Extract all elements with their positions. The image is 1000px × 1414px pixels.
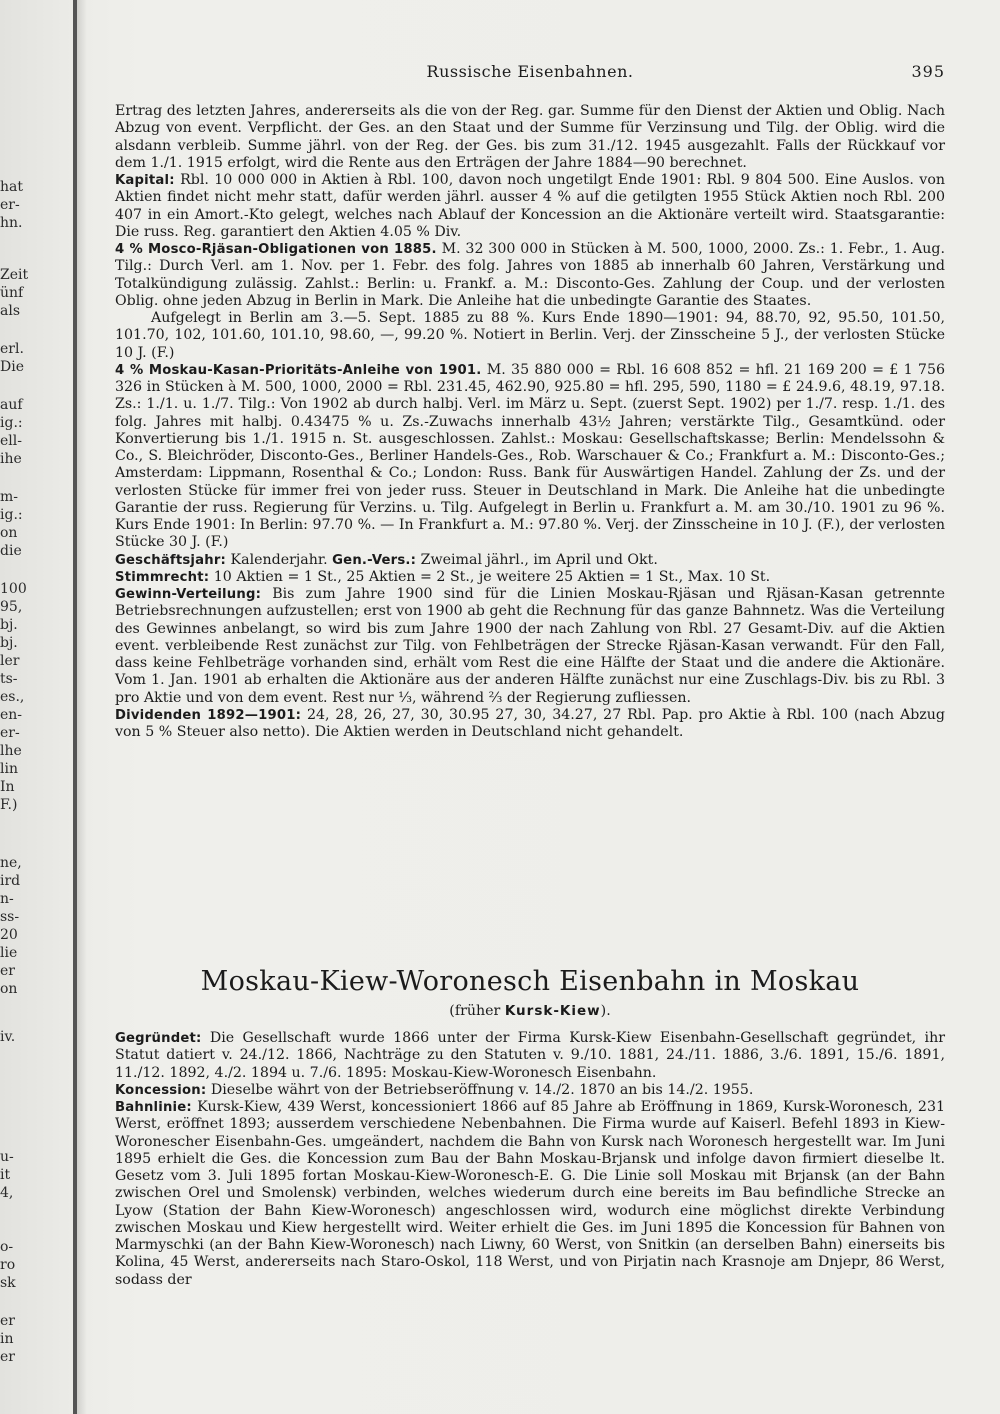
margin-fragment: in — [0, 1332, 14, 1346]
margin-fragment: ler — [0, 654, 20, 668]
margin-fragment: sk — [0, 1276, 16, 1290]
margin-fragment: erl. — [0, 342, 24, 356]
paragraph-loan-1885-listing — [115, 310, 945, 362]
margin-fragment: iv. — [0, 1030, 16, 1044]
paragraph-dividenden — [115, 707, 945, 742]
margin-fragment: ünf — [0, 286, 24, 300]
kapital-label: Kapital: — [115, 173, 175, 188]
koncession-text: Dieselbe währt von der Betriebseröffnung v. 14./2. 1870 an bis 14./2. 1955. — [210, 1081, 754, 1098]
gegruendet-text: Die Gesellschaft wurde 1866 unter der Firma Kursk-Kiew Eisenbahn-Gesellschaft gegründet, ihr Statut datiert v. 24./12. 1866, Nachträge zu den Statuten v. 9./10. 1881, 24./11. 1886, 3./6. 1891, 15./6. 1891, 11./12. 1892, 4./2. 1894 u. 7./6. 1895: Moskau-Kiew-Woronesch Eisenbahn. — [115, 1030, 945, 1081]
margin-fragment: ro — [0, 1258, 16, 1272]
margin-fragment: hat — [0, 180, 23, 194]
margin-fragment: ne, — [0, 856, 22, 870]
margin-fragment: bj. — [0, 618, 18, 632]
gen-vers-label: Gen.-Vers.: — [332, 552, 417, 568]
margin-fragment: auf — [0, 398, 23, 412]
margin-fragment: F.) — [0, 798, 18, 812]
loan-1885-text: M. 32 300 000 in Stücken à M. 500, 1000, 2000. Zs.: 1. Febr., 1. Aug. Tilg.: Durch Verl. am 1. Nov. per 1. Febr. des folg. Jahres von 1885 ab innerhalb 60 Jahren, Verstärkung und Totalkündigung zulässig. Zahlst.: Berlin: u. Frankf. a. M.: Disconto-Ges. Zahlung der Coup. und der verlosten Oblig. ohne jeden Abzug in Berlin in Mark. Die Anleihe hat die unbedingte Garantie des Staates. — [115, 241, 945, 309]
margin-fragment: ss- — [0, 910, 20, 924]
margin-fragment: o- — [0, 1240, 14, 1254]
dividenden-text: 24, 28, 26, 27, 30, 30.95 27, 30, 34.27, 27 Rbl. Pap. pro Aktie à Rbl. 100 (nach Abzug von 5 % Steuer also netto). Die Aktien werden in Deutschland nicht gehandelt. — [115, 706, 945, 740]
margin-fragment: es., — [0, 690, 25, 704]
geschaeftsjahr-text: Kalenderjahr. — [230, 551, 328, 568]
loan-1885-listing-text: Aufgelegt in Berlin am 3.—5. Sept. 1885 zu 88 %. Kurs Ende 1890—1901: 94, 88.70, 92, 95.50, 101.50, 101.70, 102, 101.60, 101.10, 98.60, —, 99.20 %. Notiert in Berlin. Verj. der Zinsscheine 5 J., der verlosten Stücke 10 J. (F.) — [115, 310, 945, 361]
paragraph-geschaeftsjahr — [115, 552, 945, 569]
margin-fragment: lhe — [0, 744, 22, 758]
page-number: 395 — [911, 62, 945, 81]
margin-fragment: ird — [0, 874, 21, 888]
ertrag-text: Ertrag des letzten Jahres, andererseits als die von der Reg. gar. Summe für den Dienst der Aktien und Oblig. Nach Abzug von event. Verpflicht. der Ges. an den Staat und der Summe für Verzinsung und Tilg. der Oblig. wird die alsdann verbleib. Summe jährl. von der Reg. der Ges. bis zum 31./12. 1945 ausgezahlt. Falls der Rückkauf vor dem 1./1. 1915 erfolgt, wird die Rente aus den Erträgen der Jahre 1884—90 berechnet. — [115, 103, 945, 171]
margin-fragment: er- — [0, 726, 20, 740]
margin-fragment: hn. — [0, 216, 23, 230]
former-name: Kursk-Kiew — [504, 1003, 601, 1019]
stimmrecht-text: 10 Aktien = 1 St., 25 Aktien = 2 St., je weitere 25 Aktien = 1 St., Max. 10 St. — [213, 568, 771, 585]
margin-fragment: 95, — [0, 600, 23, 614]
bahnlinie-text: Kursk-Kiew, 439 Werst, koncessioniert 1866 auf 85 Jahre ab Eröffnung in 1869, Kursk-Woronesch, 231 Werst, eröffnet 1893; ausserdem verschiedene Nebenbahnen. Die Firma wurde auf Kaiserl. Befehl 1893 in Kiew-Woronescher Eisenbahn-Ges. umgeändert, nachdem die Bahn von Kursk nach Woronesch hergestellt war. Im Juni 1895 erhielt die Ges. die Koncession zum Bau der Bahn Moskau-Brjansk und infolge davon firmiert dieselbe lt. Gesetz vom 3. Juli 1895 fortan Moskau-Kiew-Woronesch-E. G. Die Linie soll Moskau mit Brjansk (an der Bahn zwischen Orel und Smolensk) verbinden, welches wiederum durch eine bereits im Bau befindliche Strecke an Lyow (Station der Bahn Kiew-Woronesch) angeschlossen wird, wodurch eine möglichst direkte Verbindung zwischen Moskau und Kiew hergestellt wird. Weiter erhielt die Ges. im Juni 1895 die Koncession für Bahnen von Marmyschki (an der Bahn Kiew-Woronesch) nach Liwny, 60 Werst, von Snitkin (an derselben Bahn) einerseits bis Kolina, 45 Werst, andererseits nach Staro-Oskol, 118 Werst, und von Pirjatin nach Krasnoje am Dnjepr, 86 Werst, sodass der — [115, 1099, 945, 1288]
margin-fragment: In — [0, 780, 15, 794]
gewinn-label: Gewinn-Verteilung: — [115, 587, 262, 602]
margin-fragment: er- — [0, 198, 20, 212]
geschaeftsjahr-label: Geschäftsjahr: — [115, 552, 226, 568]
dividenden-label: Dividenden 1892—1901: — [115, 707, 302, 723]
paragraph-loan-1901 — [115, 362, 945, 552]
loan-1885-label: 4 % Mosco-Rjäsan-Obligationen von 1885. — [115, 242, 437, 257]
paragraph-loan-1885 — [115, 241, 945, 310]
gewinn-text: Bis zum Jahre 1900 sind für die Linien Moskau-Rjäsan und Rjäsan-Kasan getrennte Betriebsrechnungen aufzustellen; erst von 1900 ab geht die Rechnung für das ganze Bahnnetz. Was die Verteilung des Gewinnes anbelangt, so wird bis zum Jahre 1900 der nach Zahlung von Rbl. 27 Gesamt-Div. auf die Aktien event. verbleibende Rest zunächst zur Tilg. von Fehlbeträgen der Strecke Rjäsan-Kasan verwandt. Für den Fall, dass keine Fehlbeträge vorhanden sind, erhält vom Rest die eine Hälfte der Staat und die andere die Aktionäre. Vom 1. Jan. 1901 ab erhalten die Aktionäre aus der anderen Hälfte zunächst nur eine Zuschlags-Div. bis zu Rbl. 3 pro Aktie und von dem event. Rest nur ⅓, während ⅔ der Regierung zufliessen. — [115, 586, 945, 706]
running-title: Russische Eisenbahnen. — [426, 62, 634, 81]
margin-fragment: on — [0, 526, 18, 540]
subtitle-suffix: ). — [600, 1003, 611, 1019]
margin-fragment: Zeit — [0, 268, 29, 282]
running-header — [115, 62, 945, 84]
margin-fragment: ig.: — [0, 416, 23, 430]
company-title: Moskau-Kiew-Woronesch Eisenbahn in Moskau — [200, 966, 860, 997]
gutter-shadow — [77, 0, 87, 1414]
loan-1901-text: M. 35 880 000 = Rbl. 16 608 852 = hfl. 21 169 200 = £ 1 756 326 in Stücken à M. 500, 1000, 2000 = Rbl. 231.45, 462.90, 925.80 = hfl. 295, 590, 1180 = £ 24.9.6, 48.19, 97.18. Zs.: 1./1. u. 1./7. Tilg.: Von 1902 ab durch halbj. Verl. im März u. Sept. (zuerst Sept. 1902) per 1./7. resp. 1./1. des folg. Jahres mit halbj. 0.43475 % u. Zs.-Zuwachs innerhalb 43½ Jahren; verstärkte Tilg., Gesamtkünd. oder Konvertierung bis 1./1. 1915 n. St. ausgeschlossen. Zahlst.: Moskau: Gesellschaftskasse; Berlin: Mendelssohn & Co., S. Bleichröder, Disconto-Ges., Berliner Handels-Ges., Rob. Warschauer & Co.; Frankfurt a. M.: Disconto-Ges.; Amsterdam: Lippmann, Rosenthal & Co.; London: Russ. Bank für Auswärtigen Handel. Zahlung der Zs. und der verlosten Stücke für immer frei von jeder russ. Steuer in Deutschland in Mark. Die Anleihe hat die unbedingte Garantie der russ. Regierung für Verzins. u. Tilg. Aufgelegt in Berlin u. Frankfurt a. M. am 30./10. 1901 zu 96 %. Kurs Ende 1901: In Berlin: 97.70 %. — In Frankfurt a. M.: 97.80 %. Verj. der Zinsscheine in 10 J. (F.), der verlosten Stücke 30 J. (F.) — [115, 361, 945, 551]
kapital-text: Rbl. 10 000 000 in Aktien à Rbl. 100, davon noch ungetilgt Ende 1901: Rbl. 9 804 500. Eine Auslos. von Aktien findet nicht mehr statt, dafür werden jährl. ausser 4 % auf die getilgten 1955 Stück Aktien noch Rbl. 200 407 in ein Amort.-Kto gelegt, welches nach Ablauf der Koncession an die Aktionäre verteilt wird. Staatsgarantie: Die russ. Reg. garantiert den Aktien 4.05 % Div. — [115, 172, 945, 240]
margin-fragment: er — [0, 1350, 15, 1364]
margin-fragment: on — [0, 982, 18, 996]
margin-fragment: m- — [0, 490, 19, 504]
paragraph-stimmrecht — [115, 569, 945, 586]
margin-fragment: er — [0, 1314, 15, 1328]
margin-fragment: en- — [0, 708, 23, 722]
margin-fragment: bj. — [0, 636, 18, 650]
paragraph-ertrag — [115, 103, 945, 172]
paragraph-gewinn — [115, 586, 945, 707]
margin-fragment: u- — [0, 1150, 14, 1164]
loan-1901-label: 4 % Moskau-Kasan-Prioritäts-Anleihe von 1901. — [115, 362, 482, 378]
margin-fragment: lin — [0, 762, 18, 776]
margin-fragment: als — [0, 304, 21, 318]
margin-fragment: lie — [0, 946, 18, 960]
margin-fragment: ig.: — [0, 508, 23, 522]
bahnlinie-label: Bahnlinie: — [115, 1100, 192, 1115]
margin-fragment: er — [0, 964, 15, 978]
gegruendet-label: Gegründet: — [115, 1031, 202, 1046]
margin-fragment: ts- — [0, 672, 18, 686]
margin-fragment: n- — [0, 892, 14, 906]
railway-section-text — [115, 103, 945, 741]
paragraph-gegruendet — [115, 1030, 945, 1082]
stimmrecht-label: Stimmrecht: — [115, 569, 210, 585]
margin-fragment: 4, — [0, 1186, 14, 1200]
margin-fragment: 100 — [0, 582, 27, 596]
margin-fragment: it — [0, 1168, 11, 1182]
gen-vers-text: Zweimal jährl., im April und Okt. — [420, 551, 658, 568]
paragraph-kapital — [115, 172, 945, 241]
subtitle-prefix: (früher — [449, 1003, 501, 1019]
paragraph-bahnlinie — [115, 1099, 945, 1289]
company-subtitle — [115, 1003, 945, 1019]
margin-fragment: ell- — [0, 434, 22, 448]
koncession-label: Koncession: — [115, 1082, 207, 1098]
company-section-text — [115, 1030, 945, 1289]
margin-fragment: Die — [0, 360, 24, 374]
margin-fragment: ihe — [0, 452, 22, 466]
paragraph-koncession — [115, 1082, 945, 1099]
margin-fragment: die — [0, 544, 22, 558]
margin-fragment: 20 — [0, 928, 18, 942]
